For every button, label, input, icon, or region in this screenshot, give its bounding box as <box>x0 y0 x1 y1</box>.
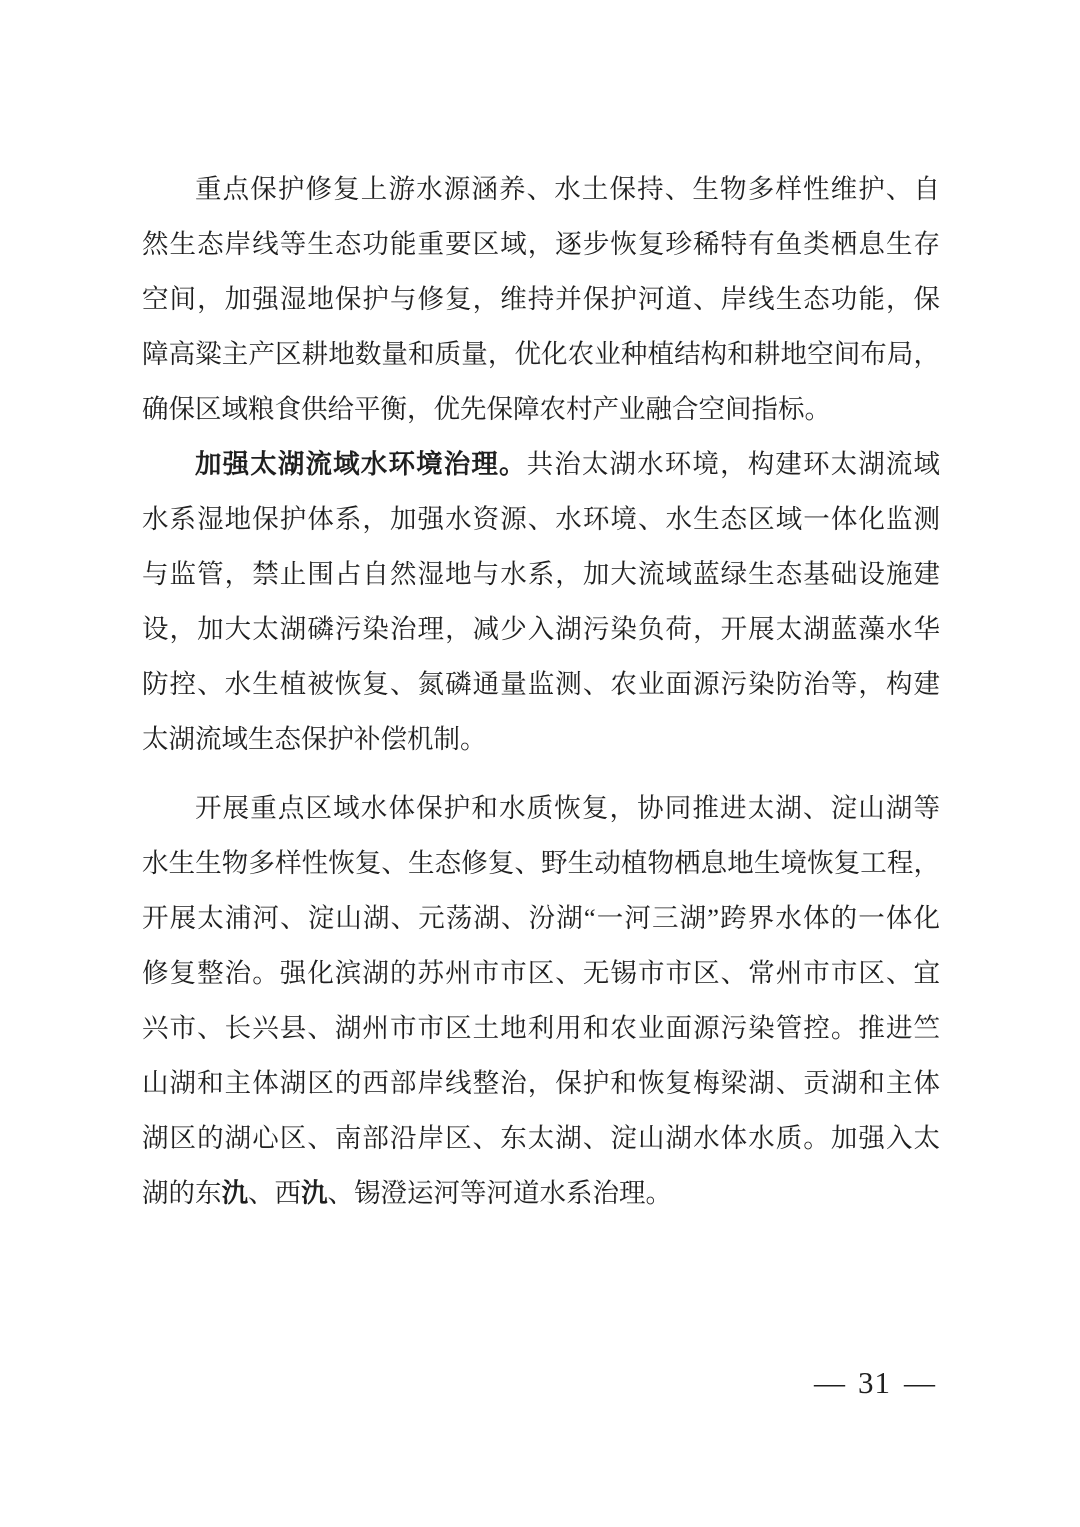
text-line: 太湖流域生态保护补偿机制。 <box>142 724 487 754</box>
paragraph <box>142 437 940 767</box>
text-line: 水生生物多样性恢复、生态修复、野生动植物栖息地生境恢复工程， <box>142 848 940 878</box>
text-line: 重点保护修复上游水源涵养、水土保持、生物多样性维护、自 <box>195 174 940 204</box>
emphasized-character: 氿 <box>221 1178 248 1209</box>
text-line: 湖区的湖心区、南部沿岸区、东太湖、淀山湖水体水质。加强入太 <box>142 1123 940 1153</box>
text-line: 水系湿地保护体系，加强水资源、水环境、水生态区域一体化监测 <box>142 504 940 534</box>
text-line: 然生态岸线等生态功能重要区域，逐步恢复珍稀特有鱼类栖息生存 <box>142 229 940 259</box>
emphasized-character: 氿 <box>301 1178 328 1209</box>
page-footer <box>814 1366 935 1400</box>
text-segment: 共治太湖水环境，构建环太湖流域 <box>526 449 941 479</box>
paragraph <box>142 162 940 437</box>
text-line: 山湖和主体湖区的西部岸线整治，保护和恢复梅梁湖、贡湖和主体 <box>142 1068 940 1098</box>
document-body <box>142 162 940 1221</box>
page-number: 31 <box>858 1365 891 1400</box>
text-line: 兴市、长兴县、湖州市市区土地利用和农业面源污染管控。推进竺 <box>142 1013 940 1043</box>
paragraph <box>142 781 940 1221</box>
footer-dash-left: — <box>814 1365 845 1400</box>
text-line: 开展太浦河、淀山湖、元荡湖、汾湖“一河三湖”跨界水体的一体化 <box>142 903 940 933</box>
text-line <box>142 437 940 492</box>
text-segment: 湖的东 <box>142 1178 222 1208</box>
text-line: 障高粱主产区耕地数量和质量，优化农业种植结构和耕地空间布局， <box>142 339 940 369</box>
footer-dash-right: — <box>904 1365 935 1400</box>
text-line: 防控、水生植被恢复、氮磷通量监测、农业面源污染防治等，构建 <box>142 669 940 699</box>
text-line: 确保区域粮食供给平衡，优先保障农村产业融合空间指标。 <box>142 394 831 424</box>
text-line: 设，加大太湖磷污染治理，减少入湖污染负荷，开展太湖蓝藻水华 <box>142 614 940 644</box>
text-line: 修复整治。强化滨湖的苏州市市区、无锡市市区、常州市市区、宜 <box>142 958 940 988</box>
text-line: 空间，加强湿地保护与修复，维持并保护河道、岸线生态功能，保 <box>142 284 940 314</box>
text-line: 开展重点区域水体保护和水质恢复，协同推进太湖、淀山湖等 <box>195 793 940 823</box>
text-segment: 、锡澄运河等河道水系治理。 <box>327 1178 672 1208</box>
text-line <box>142 1166 940 1221</box>
text-segment: 、西 <box>248 1178 301 1208</box>
bold-text-segment: 加强太湖流域水环境治理。 <box>195 449 527 479</box>
text-line: 与监管，禁止围占自然湿地与水系，加大流域蓝绿生态基础设施建 <box>142 559 940 589</box>
